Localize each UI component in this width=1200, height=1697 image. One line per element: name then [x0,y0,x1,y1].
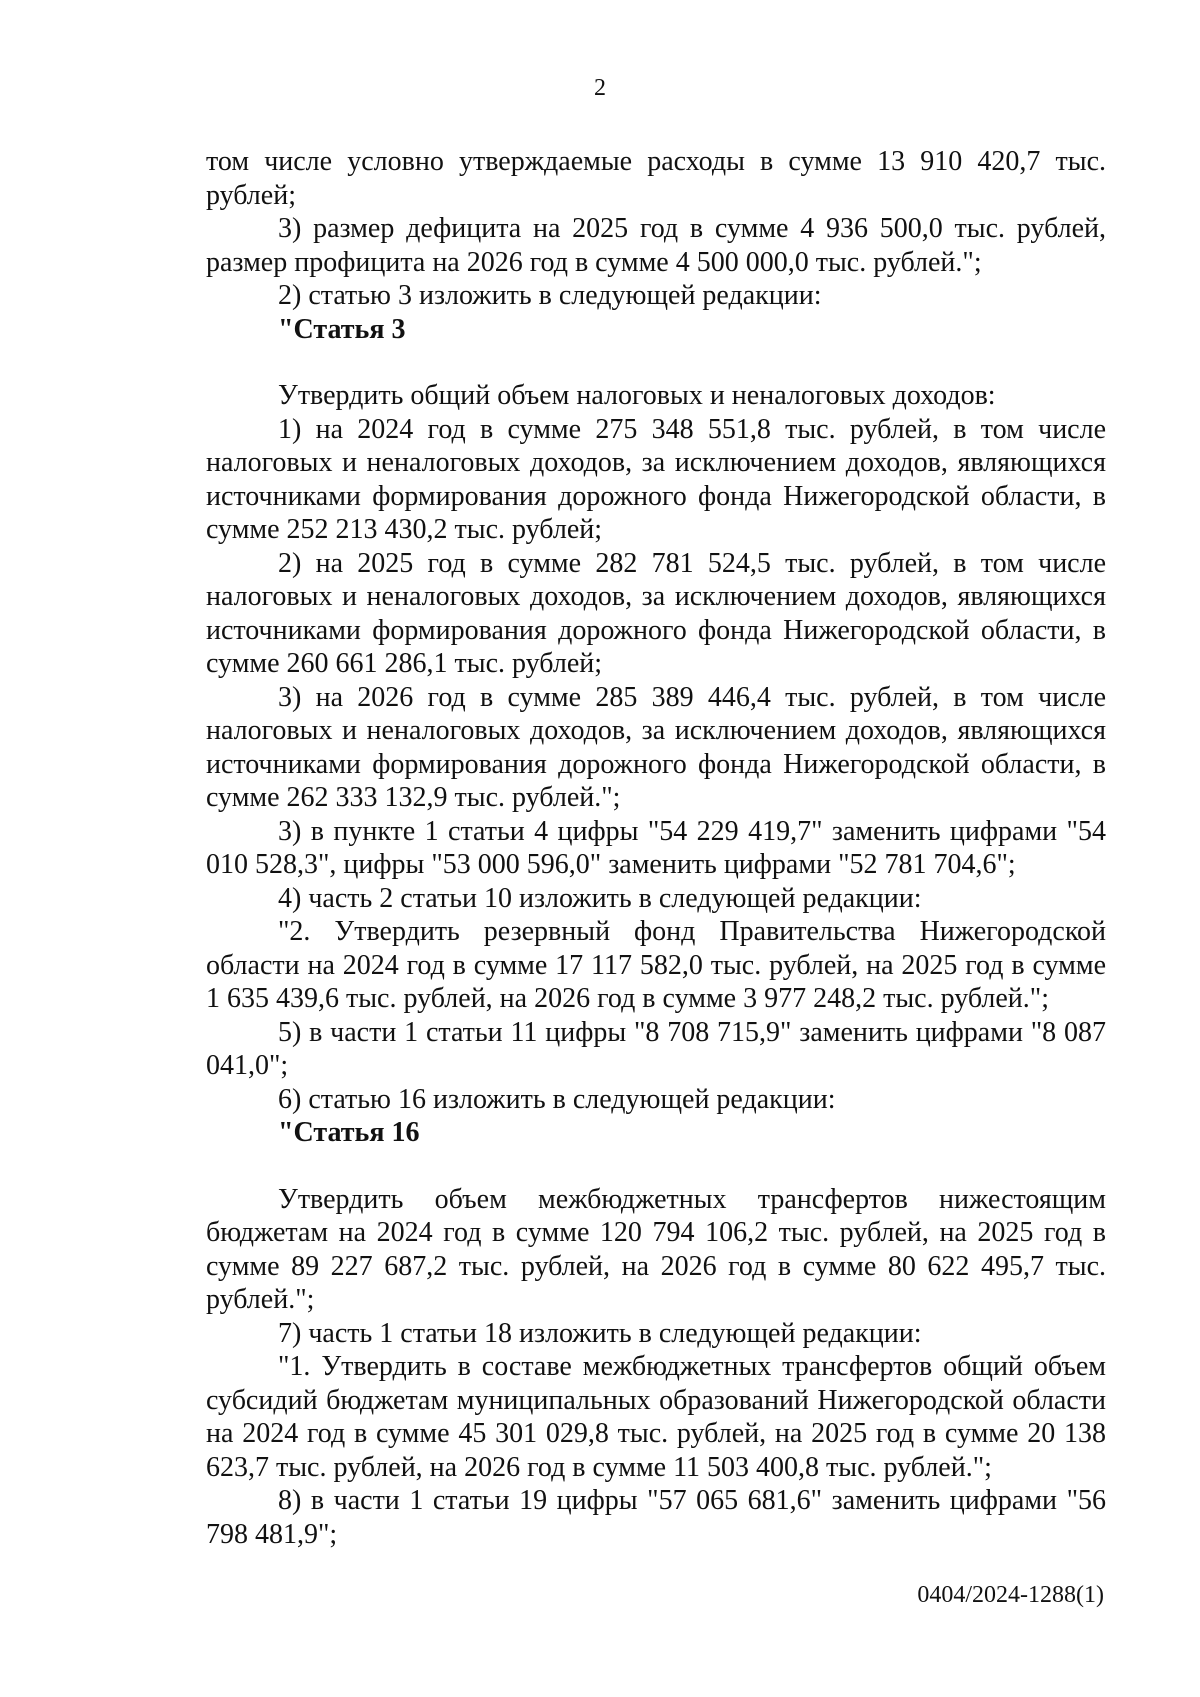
paragraph: "2. Утвердить резервный фонд Правительства Нижегородской области на 2024 год в сумме 17 117 582,0 тыс. рублей, на 2025 год в сумме 1 635 439,6 тыс. рублей, на 2026 год в сумме 3 977 248,2 тыс. рублей."; [206,916,1106,1014]
paragraph: Утвердить общий объем налоговых и неналоговых доходов: [278,380,996,411]
document-code: 0404/2024-1288(1) [917,1582,1104,1608]
paragraph: том числе условно утверждаемые расходы в сумме 13 910 420,7 тыс. рублей; [206,146,1106,211]
paragraph: 8) в части 1 статьи 19 цифры "57 065 681,6" заменить цифрами "56 798 481,9"; [206,1485,1106,1550]
paragraph: "1. Утвердить в составе межбюджетных трансфертов общий объем субсидий бюджетам муниципальных образований Нижегородской области на 2024 год в сумме 45 301 029,8 тыс. рублей, на 2025 год в сумме 20 138 623,7 тыс. рублей, на 2026 год в сумме 11 503 400,8 тыс. рублей."; [206,1351,1106,1483]
paragraph: 4) часть 2 статьи 10 изложить в следующей редакции: [278,882,922,914]
paragraph: 3) размер дефицита на 2025 год в сумме 4 936 500,0 тыс. рублей, размер профицита на 2026 год в сумме 4 500 000,0 тыс. рублей."; [206,213,1106,278]
paragraph: Утвердить объем межбюджетных трансфертов нижестоящим бюджетам на 2024 год в сумме 120 794 106,2 тыс. рублей, на 2025 год в сумме 89 227 687,2 тыс. рублей, на 2026 год в сумме 80 622 495,7 тыс. рублей."; [206,1183,1106,1315]
article-heading: "Статья 16 [278,1117,420,1148]
paragraph: 2) на 2025 год в сумме 282 781 524,5 тыс. рублей, в том числе налоговых и неналоговых доходов, за исключением доходов, являющихся источниками формирования дорожного фонда Нижегородской области, в сумме 260 661 286,1 тыс. рублей; [206,547,1106,679]
page-number: 2 [594,75,606,101]
paragraph: 3) на 2026 год в сумме 285 389 446,4 тыс. рублей, в том числе налоговых и неналоговых доходов, за исключением доходов, являющихся источниками формирования дорожного фонда Нижегородской области, в сумме 262 333 132,9 тыс. рублей."; [206,681,1106,813]
paragraph: 7) часть 1 статьи 18 изложить в следующей редакции: [278,1317,922,1349]
document-body [206,145,1106,1551]
paragraph: 6) статью 16 изложить в следующей редакции: [278,1083,836,1115]
paragraph: 5) в части 1 статьи 11 цифры "8 708 715,9" заменить цифрами "8 087 041,0"; [206,1016,1106,1081]
article-heading: "Статья 3 [278,313,406,345]
blank-line [206,1150,1106,1183]
paragraph: 3) в пункте 1 статьи 4 цифры "54 229 419,7" заменить цифрами "54 010 528,3", цифры "53 000 596,0" заменить цифрами "52 781 704,6"; [206,815,1106,880]
paragraph: 2) статью 3 изложить в следующей редакции: [278,280,822,311]
blank-line [206,346,1106,379]
paragraph: 1) на 2024 год в сумме 275 348 551,8 тыс. рублей, в том числе налоговых и неналоговых доходов, за исключением доходов, являющихся источниками формирования дорожного фонда Нижегородской области, в сумме 252 213 430,2 тыс. рублей; [206,413,1106,545]
